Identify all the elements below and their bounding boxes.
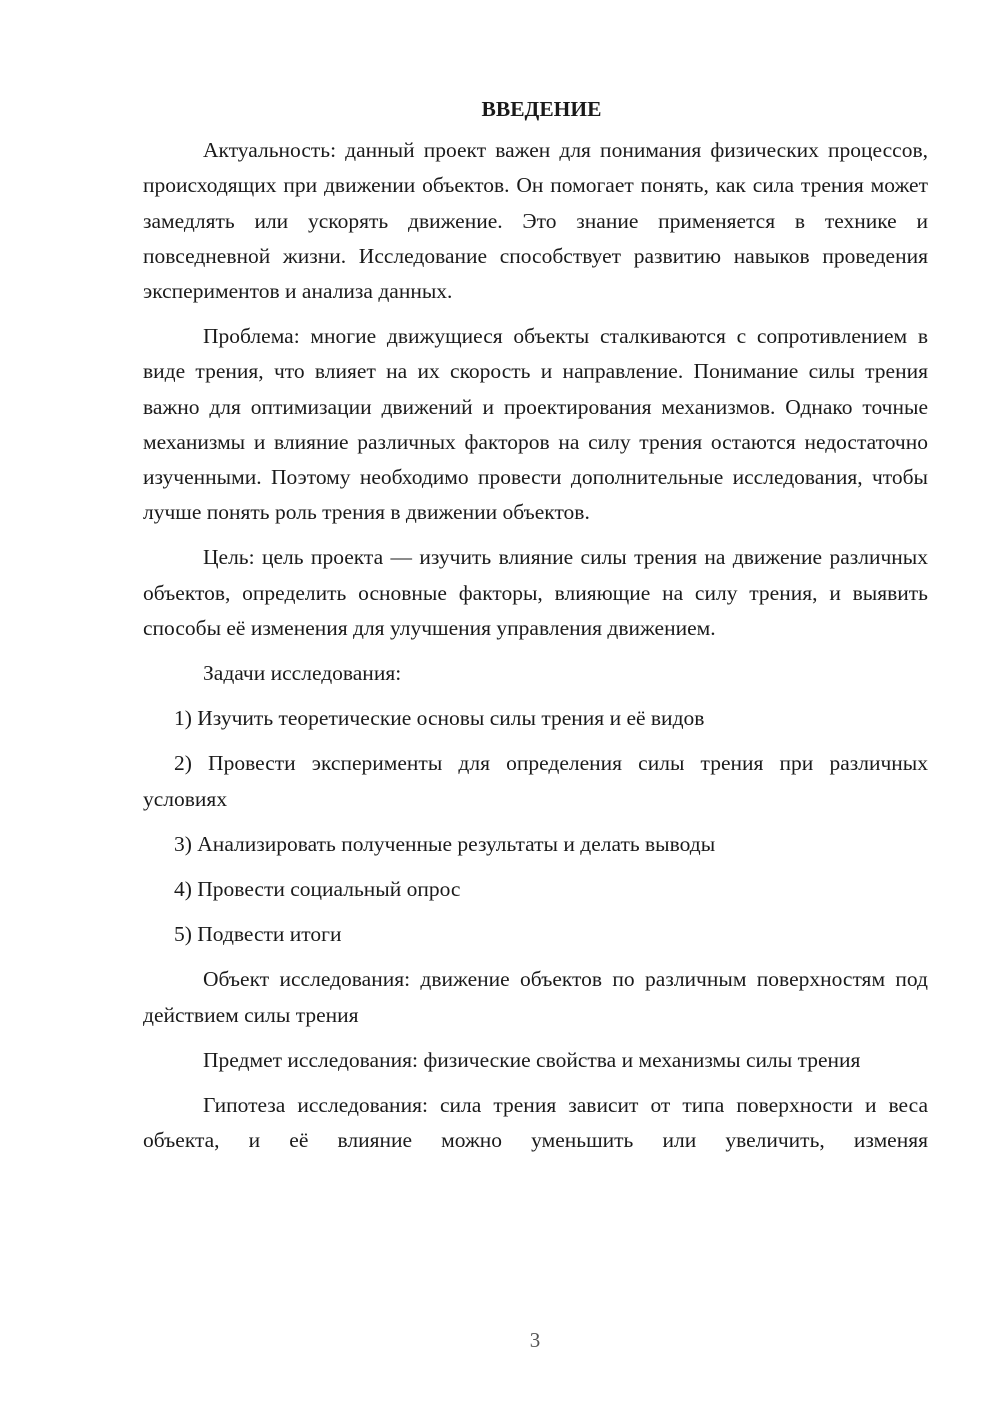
paragraph-subject: Предмет исследования: физические свойства и механизмы силы трения <box>203 1047 861 1072</box>
paragraph-hypothesis: Гипотеза исследования: сила трения зависит от типа поверхности и веса объекта, и её влияние можно уменьшить или увеличить, изменяя <box>143 1093 928 1153</box>
paragraph-goal: Цель: цель проекта — изучить влияние силы трения на движение различных объектов, определить основные факторы, влияющие на силу трения, и выявить способы её изменения для улучшения управления движением. <box>143 545 928 640</box>
paragraph-object: Объект исследования: движение объектов по различным поверхностям под действием силы трения <box>143 967 928 1027</box>
page-content <box>143 92 928 1168</box>
task-item-3: 3) Анализировать полученные результаты и делать выводы <box>174 831 716 856</box>
paragraph-problem: Проблема: многие движущиеся объекты сталкиваются с сопротивлением в виде трения, что влияет на их скорость и направление. Понимание силы трения важно для оптимизации движений и проектирования механизмов. Однако точные механизмы и влияние различных факторов на силу трения остаются недостаточно изученными. Поэтому необходимо провести дополнительные исследования, чтобы лучше понять роль трения в движении объектов. <box>143 324 928 525</box>
tasks-heading: Задачи исследования: <box>203 661 402 686</box>
page-title: ВВЕДЕНИЕ <box>481 97 602 121</box>
page-number: 3 <box>529 1328 541 1352</box>
task-item-1: 1) Изучить теоретические основы силы трения и её видов <box>174 706 705 731</box>
task-item-2: 2) Провести эксперименты для определения силы трения при различных условиях <box>143 751 928 811</box>
paragraph-relevance: Актуальность: данный проект важен для понимания физических процессов, происходящих при движении объектов. Он помогает понять, как сила трения может замедлять или ускорять движение. Это знание применяется в технике и повседневной жизни. Исследование способствует развитию навыков проведения экспериментов и анализа данных. <box>143 138 928 304</box>
task-item-4: 4) Провести социальный опрос <box>174 877 461 902</box>
task-item-5: 5) Подвести итоги <box>174 922 342 947</box>
